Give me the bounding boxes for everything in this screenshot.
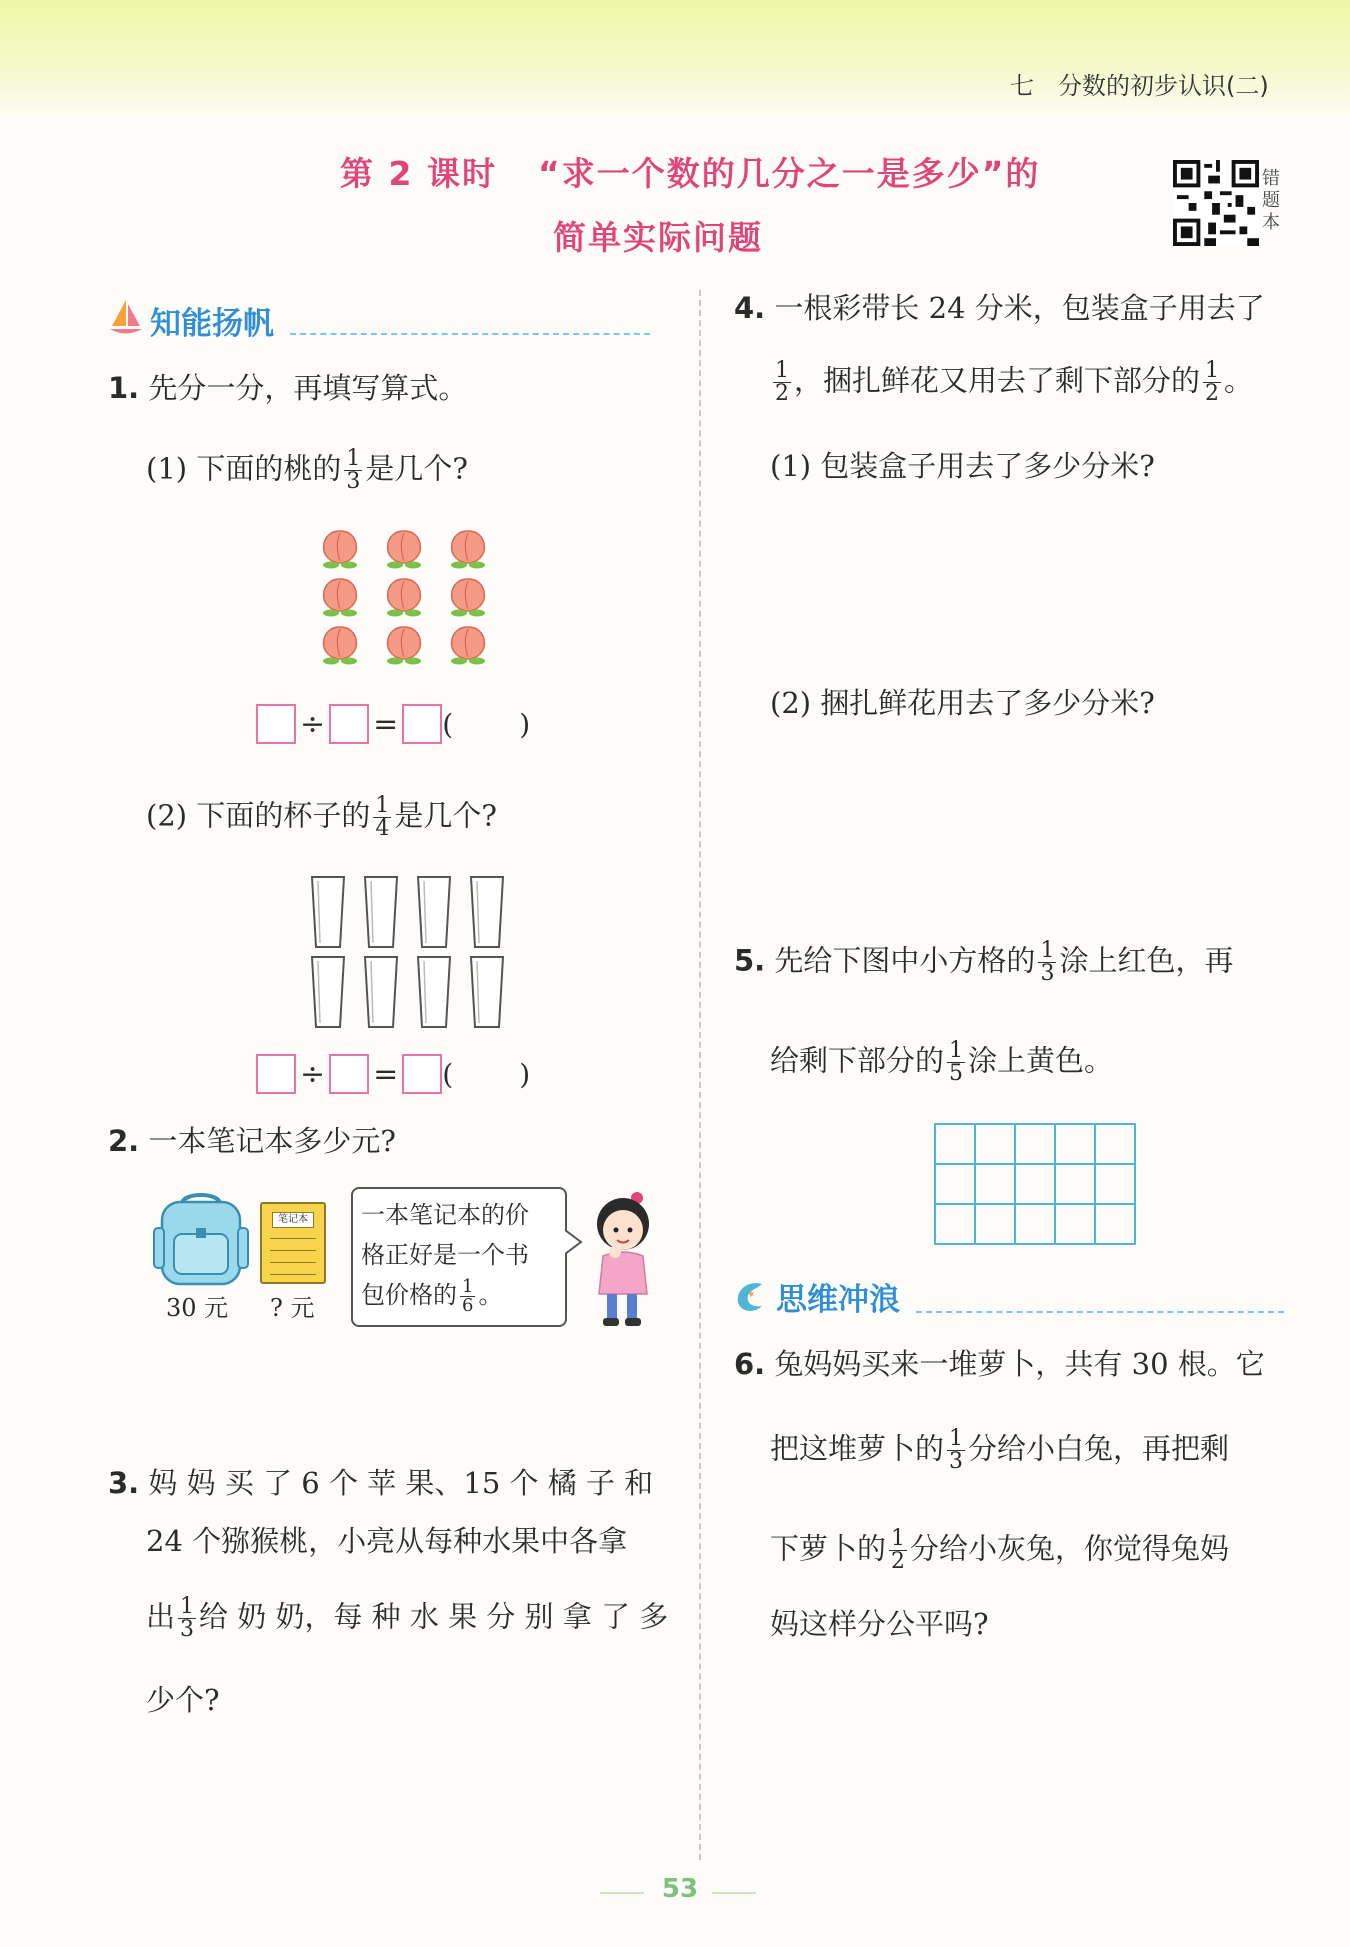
grid-cell[interactable]	[1055, 1164, 1095, 1204]
surf-wave-icon	[732, 1278, 768, 1314]
answer-box[interactable]	[402, 704, 442, 744]
grid-cell[interactable]	[935, 1204, 975, 1244]
coloring-grid	[934, 1123, 1136, 1245]
peach-icon	[451, 627, 485, 665]
girl-icon	[585, 1190, 657, 1330]
q5-line1: 5. 先给下图中小方格的 $\frac{1}{3}$ 涂上红色，再	[734, 938, 1234, 986]
fraction: $\frac{1}{2}$	[1205, 358, 1220, 406]
section-basics: 知能扬帆	[150, 306, 274, 342]
notebook-label: 笔记本	[272, 1212, 314, 1228]
grid-cell[interactable]	[1055, 1124, 1095, 1164]
grid-cell[interactable]	[1095, 1124, 1135, 1164]
grid-cell[interactable]	[1055, 1204, 1095, 1244]
q6-number: 6.	[734, 1347, 766, 1381]
peach-icon	[451, 579, 485, 617]
peach-icon	[387, 531, 421, 569]
grid-cell[interactable]	[1015, 1124, 1055, 1164]
q1-sub1-equation	[256, 704, 530, 744]
equals-sign: =	[373, 706, 399, 742]
notebook-icon	[260, 1202, 326, 1284]
q3-line3: 出 $\frac{1}{3}$ 给 奶 奶，每 种 水 果 分 别 拿 了 多	[146, 1594, 669, 1642]
grid-cell[interactable]	[1095, 1164, 1135, 1204]
peach-icon	[451, 531, 485, 569]
cup-icon	[365, 877, 397, 947]
fraction: $\frac{1}{3}$	[180, 1594, 195, 1642]
paren-close: )	[519, 1057, 531, 1091]
paren-open: (	[442, 1057, 454, 1091]
cup-icon	[365, 957, 397, 1027]
page-number-rule-right	[712, 1892, 756, 1894]
q6-line1: 6. 兔妈妈买来一堆萝卜，共有 30 根。它	[734, 1347, 1265, 1381]
q3-line4: 少个?	[146, 1683, 220, 1717]
q4-sub1: (1) 包装盒子用去了多少分米?	[770, 449, 1155, 483]
q2	[108, 1123, 396, 1159]
q6-line4: 妈这样分公平吗?	[770, 1607, 989, 1641]
q6-line3: 下萝卜的 $\frac{1}{2}$ 分给小灰兔，你觉得兔妈	[770, 1526, 1230, 1574]
q1-sub2-text-after: 是几个?	[394, 798, 497, 833]
cup-icon	[418, 957, 450, 1027]
qr-label: 错题本	[1262, 168, 1280, 233]
q3-line1: 3. 妈 妈 买 了 6 个 苹 果、15 个 橘 子 和	[108, 1466, 654, 1500]
q1-sub1-text-after: 是几个?	[365, 451, 468, 486]
q2-number: 2.	[108, 1124, 140, 1158]
grid-cell[interactable]	[975, 1204, 1015, 1244]
lesson-title-line2: 简单实际问题	[553, 218, 763, 257]
section-basics-underline	[290, 333, 650, 335]
peach-icon	[323, 579, 357, 617]
q1-sub2-label: (2)	[146, 798, 188, 833]
chapter-header: 七 分数的初步认识(二)	[1010, 72, 1269, 100]
q6-line2: 把这堆萝卜的 $\frac{1}{3}$ 分给小白兔，再把剩	[770, 1426, 1230, 1474]
q1-text: 先分一分，再填写算式。	[148, 371, 468, 405]
fraction: $\frac{1}{3}$	[949, 1426, 964, 1474]
q4-line2: $\frac{1}{2}$ ，捆扎鲜花又用去了剩下部分的 $\frac{1}{2}$ 。	[775, 358, 1254, 406]
section-thinking-underline	[916, 1311, 1284, 1313]
peaches-group	[316, 525, 496, 675]
bubble-line3: 包价格的 $\frac{1}{6}$ 。	[361, 1276, 503, 1316]
q1-sub1	[146, 448, 468, 493]
cup-icon	[312, 957, 344, 1027]
answer-box[interactable]	[256, 1054, 296, 1094]
q4-number: 4.	[734, 291, 766, 325]
fraction: $\frac{1}{6}$	[462, 1276, 474, 1316]
q1-sub2	[146, 795, 497, 840]
q3-number: 3.	[108, 1466, 140, 1500]
section-thinking: 思维冲浪	[776, 1282, 900, 1318]
answer-box[interactable]	[402, 1054, 442, 1094]
q5-number: 5.	[734, 943, 766, 978]
speech-bubble	[351, 1187, 567, 1327]
grid-cell[interactable]	[975, 1164, 1015, 1204]
q5-line2: 给剩下部分的 $\frac{1}{5}$ 涂上黄色。	[770, 1038, 1114, 1086]
answer-box[interactable]	[256, 704, 296, 744]
q1-number: 1.	[108, 371, 140, 405]
peach-icon	[323, 531, 357, 569]
grid-cell[interactable]	[1095, 1204, 1135, 1244]
paren-close: )	[519, 707, 531, 741]
grid-cell[interactable]	[975, 1124, 1015, 1164]
q4-sub2: (2) 捆扎鲜花用去了多少分米?	[770, 686, 1155, 720]
q1	[108, 370, 467, 406]
q2-text: 一本笔记本多少元?	[148, 1124, 396, 1158]
grid-cell[interactable]	[935, 1124, 975, 1164]
fraction: $\frac{1}{2}$	[891, 1526, 906, 1574]
q1-sub2-equation	[256, 1054, 530, 1094]
fraction: $\frac{1}{2}$	[775, 358, 789, 406]
page-number-rule-left	[600, 1892, 644, 1894]
column-divider	[699, 290, 701, 1860]
header-band	[0, 0, 1350, 120]
backpack-icon	[152, 1188, 250, 1288]
bubble-line2: 格正好是一个书	[361, 1241, 529, 1269]
page-number: 53	[661, 1874, 699, 1904]
divide-sign: ÷	[300, 706, 326, 742]
notebook-price: ? 元	[270, 1294, 315, 1322]
cup-icon	[418, 877, 450, 947]
fraction: $\frac{1}{3}$	[346, 446, 361, 494]
grid-cell[interactable]	[1015, 1164, 1055, 1204]
fraction: $\frac{1}{5}$	[949, 1038, 964, 1086]
q3-line2: 24 个猕猴桃，小亮从每种水果中各拿	[146, 1524, 628, 1558]
divide-sign: ÷	[300, 1056, 326, 1092]
equals-sign: =	[373, 1056, 399, 1092]
fraction: $\frac{1}{3}$	[1040, 938, 1055, 986]
answer-box[interactable]	[329, 704, 369, 744]
cup-icon	[471, 877, 503, 947]
paren-open: (	[442, 707, 454, 741]
peach-icon	[323, 627, 357, 665]
q1-sub1-label: (1)	[146, 451, 188, 486]
answer-box[interactable]	[329, 1054, 369, 1094]
peach-icon	[387, 579, 421, 617]
lesson-number: 第 2 课时	[340, 154, 497, 193]
q1-sub1-text-before: 下面的桃的	[196, 451, 342, 486]
bag-price: 30 元	[166, 1294, 229, 1322]
fraction: $\frac{1}{4}$	[375, 793, 390, 841]
cup-icon	[312, 877, 344, 947]
sailboat-icon	[108, 298, 144, 338]
peach-icon	[387, 627, 421, 665]
bubble-line1: 一本笔记本的价	[361, 1201, 529, 1229]
cups-group	[308, 873, 508, 1031]
grid-cell[interactable]	[1015, 1204, 1055, 1244]
q4-line1: 4. 一根彩带长 24 分米，包装盒子用去了	[734, 291, 1265, 325]
lesson-title-line1: “求一个数的几分之一是多少”的	[538, 154, 1041, 193]
speech-bubble-tail	[565, 1228, 585, 1258]
grid-cell[interactable]	[935, 1164, 975, 1204]
q1-sub2-text-before: 下面的杯子的	[196, 798, 371, 833]
qr-code-icon[interactable]	[1172, 160, 1260, 246]
cup-icon	[471, 957, 503, 1027]
